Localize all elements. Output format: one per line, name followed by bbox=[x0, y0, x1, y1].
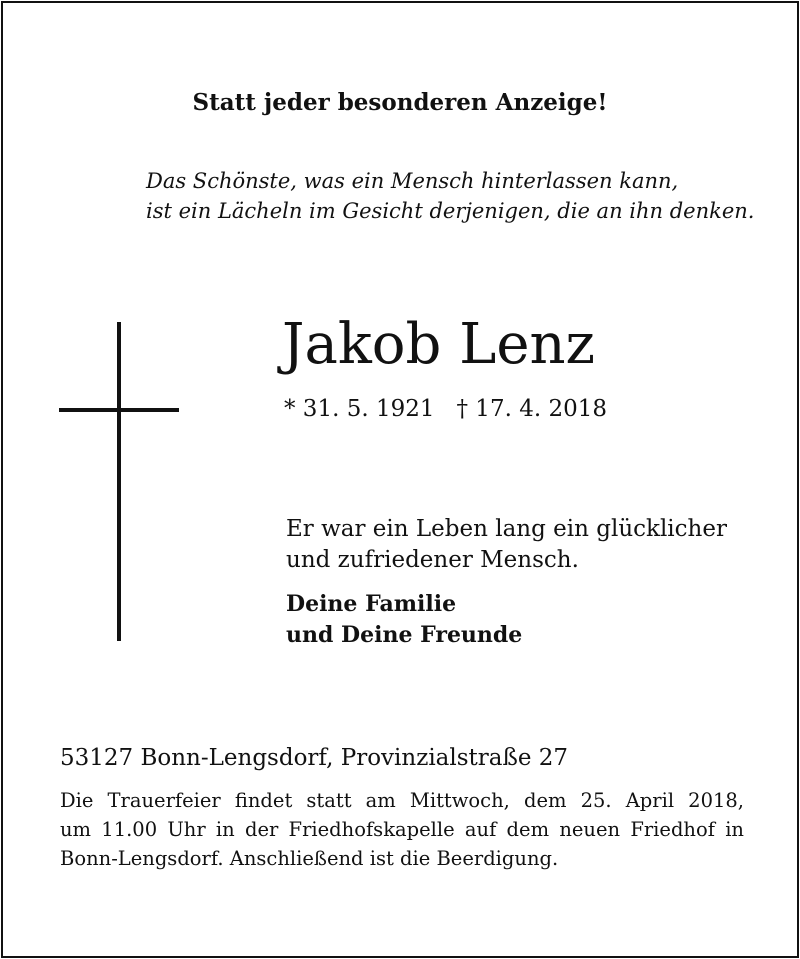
signature-line: und Deine Freunde bbox=[286, 622, 523, 648]
death-date: † 17. 4. 2018 bbox=[456, 396, 607, 422]
cross-vertical-bar bbox=[117, 322, 121, 641]
tribute-line: Er war ein Leben lang ein glücklicher bbox=[286, 516, 727, 542]
service-line: Die Trauerfeier findet statt am Mittwoch, dem 25. April 2018, bbox=[60, 789, 744, 812]
mourners-signature bbox=[286, 589, 522, 651]
signature-line: Deine Familie bbox=[286, 591, 457, 617]
life-dates bbox=[284, 394, 607, 424]
tribute-line: und zufriedener Mensch. bbox=[286, 547, 579, 573]
quote-line: Das Schönste, was ein Mensch hinterlassen kann, bbox=[146, 169, 679, 193]
funeral-service-info bbox=[60, 786, 744, 873]
notice-heading: Statt jeder besonderen Anzeige! bbox=[192, 89, 608, 116]
cross-horizontal-bar bbox=[59, 408, 179, 412]
family-address: 53127 Bonn-Lengsdorf, Provinzialstraße 27 bbox=[60, 745, 569, 771]
service-line: Bonn-Lengsdorf. Anschließend ist die Beerdigung. bbox=[60, 847, 559, 870]
service-line: um 11.00 Uhr in der Friedhofskapelle auf dem neuen Friedhof in bbox=[60, 818, 744, 841]
memorial-quote bbox=[146, 166, 766, 226]
deceased-name: Jakob Lenz bbox=[282, 312, 596, 377]
quote-line: ist ein Lächeln im Gesicht derjenigen, die an ihn denken. bbox=[146, 199, 755, 223]
birth-date: * 31. 5. 1921 bbox=[284, 396, 435, 422]
tribute-text bbox=[286, 514, 727, 576]
